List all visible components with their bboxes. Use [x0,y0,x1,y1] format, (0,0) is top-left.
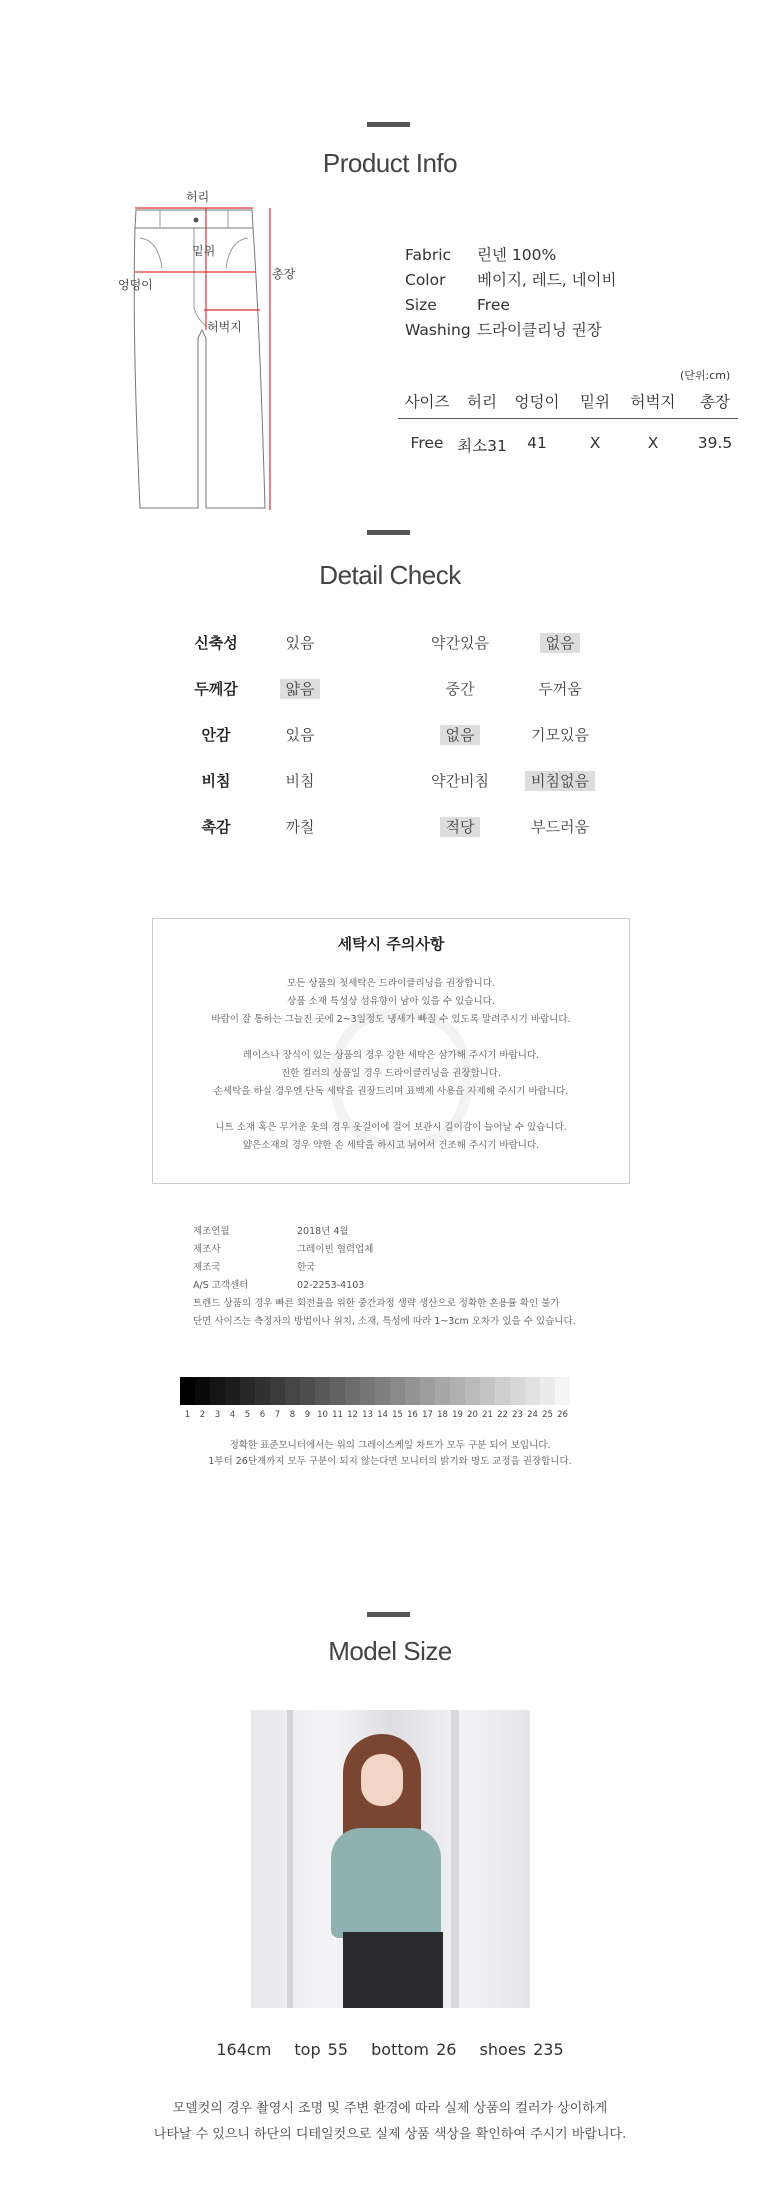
grayscale-swatch [435,1377,450,1405]
grayscale-number: 12 [347,1410,358,1420]
grayscale-number: 23 [512,1410,523,1420]
grayscale-swatch [465,1377,480,1405]
detail-check-option: 약간비침 [431,772,489,790]
section-divider [367,1612,410,1617]
detail-check-option: 없음 [400,724,520,745]
washing-title: 세탁시 주의사항 [337,935,445,953]
detail-check-option: 중간 [445,680,475,698]
diagram-label-waist: 허리 [186,190,210,204]
grayscale-swatch [525,1377,540,1405]
grayscale-swatch [375,1377,390,1405]
washing-line: 레이스나 장식이 있는 상품의 경우 강한 세탁은 삼가해 주시기 바랍니다. [242,1050,540,1061]
grayscale-swatch [195,1377,210,1405]
model-bottom: bottom 26 [371,2040,457,2059]
diagram-label-rise: 밑위 [192,244,216,258]
info-cs: A/S 고객센터 02-2253-4103 [193,1280,365,1291]
grayscale-swatch [240,1377,255,1405]
grayscale-number: 1 [184,1410,191,1420]
grayscale-note-1: 정확한 표준모니터에서는 위의 그레이스케일 차트가 모두 구분 되어 보입니다. [229,1440,551,1451]
washing-line: 얇은소재의 경우 약한 손 세탁을 하시고 뉘어서 건조해 주시기 바랍니다. [242,1140,540,1151]
info-note-1: 트렌드 상품의 경우 빠른 회전율을 위한 중간과정 생략 생산으로 정확한 혼용률 확인 불가 [193,1298,560,1309]
detail-check-option: 기모있음 [531,726,589,744]
info-note-2: 단면 사이즈는 측정자의 방법이나 위치, 소재, 특성에 따라 1~3cm 오차가 있을 수 있습니다. [193,1316,576,1327]
pants-diagram [110,180,330,520]
model-size-title: Model Size [328,1636,452,1666]
detail-check-label: 두께감 [194,680,238,698]
grayscale-swatch [555,1377,570,1405]
grayscale-number: 24 [527,1410,538,1420]
spec-color: Color 베이지, 레드, 네이비 [405,271,617,289]
washing-line: 니트 소재 혹은 무거운 옷의 경우 옷걸이에 걸어 보관시 길이감이 늘어날 수 있습니다. [215,1122,567,1133]
detail-check-option: 까칠 [285,818,315,836]
model-stats [0,2040,780,2059]
detail-check-option: 적당 [400,816,520,837]
grayscale-number: 3 [214,1410,221,1420]
detail-check-option: 약간있음 [431,634,489,652]
grayscale-number: 21 [482,1410,493,1420]
grayscale-number: 9 [304,1410,311,1420]
grayscale-swatch [225,1377,240,1405]
diagram-label-thigh: 허벅지 [207,320,242,334]
model-shoes: shoes 235 [479,2040,564,2059]
grayscale-swatch [480,1377,495,1405]
grayscale-swatch [315,1377,330,1405]
grayscale-swatch [390,1377,405,1405]
detail-check-option: 있음 [285,634,315,652]
grayscale-number: 19 [452,1410,463,1420]
grayscale-number: 18 [437,1410,448,1420]
grayscale-number: 26 [557,1410,568,1420]
section-divider [367,122,410,127]
size-table-divider [398,418,738,419]
grayscale-swatch [540,1377,555,1405]
grayscale-number: 17 [422,1410,433,1420]
detail-check-option: 부드러움 [531,818,589,836]
grayscale-swatch [510,1377,525,1405]
detail-check-title: Detail Check [319,560,461,590]
grayscale-number: 25 [542,1410,553,1420]
info-maker: 제조사 그레이빈 협력업체 [193,1244,374,1255]
grayscale-swatch [345,1377,360,1405]
washing-line: 모든 상품의 첫세탁은 드라이클리닝을 권장합니다. [287,978,495,989]
grayscale-swatch [255,1377,270,1405]
washing-line: 바람이 잘 통하는 그늘진 곳에 2~3일정도 냉새가 빠질 수 있도록 말려주시기 바랍니다. [211,1014,571,1025]
washing-line: 진한 컬러의 상품일 경우 드라이클리닝을 권장합니다. [280,1068,501,1079]
grayscale-number: 14 [377,1410,388,1420]
detail-check-label: 촉감 [201,818,231,836]
grayscale-swatch [360,1377,375,1405]
info-country: 제조국 한국 [193,1262,316,1273]
grayscale-number: 2 [199,1410,206,1420]
detail-check-label: 비침 [201,772,231,790]
spec-washing: Washing 드라이클리닝 권장 [405,321,602,339]
detail-check-label: 신축성 [194,634,238,652]
grayscale-swatch [330,1377,345,1405]
grayscale-note-2: 1부터 26단계까지 모두 구분이 되지 않는다면 모니터의 밝기와 명도 교정을 권장합니다. [208,1456,572,1467]
grayscale-number: 7 [274,1410,281,1420]
grayscale-swatch [270,1377,285,1405]
detail-check-option: 얇음 [240,678,360,699]
grayscale-swatch [450,1377,465,1405]
detail-check-option: 비침없음 [500,770,620,791]
grayscale-number: 13 [362,1410,373,1420]
grayscale-number: 6 [259,1410,266,1420]
model-note-1: 모델컷의 경우 촬영시 조명 및 주변 환경에 따라 실제 상품의 컬러가 상이하게 [172,2101,608,2116]
spec-fabric: Fabric 린넨 100% [405,246,557,264]
detail-check-option: 두꺼움 [538,680,582,698]
model-note-2: 나타날 수 있으니 하단의 디테일컷으로 실제 상품 색상을 확인하여 주시기 바랍니다. [153,2127,627,2142]
section-divider [367,530,410,535]
washing-line: 상품 소재 특성상 섬유향이 남아 있을 수 있습니다. [287,996,495,1007]
diagram-label-length: 총장 [272,267,296,281]
model-height: 164cm [216,2040,272,2059]
grayscale-swatch [300,1377,315,1405]
grayscale-swatch [420,1377,435,1405]
size-unit: (단위:cm) [680,369,731,382]
grayscale-number: 8 [289,1410,296,1420]
washing-notice-box [152,918,630,1184]
grayscale-swatch [210,1377,225,1405]
model-photo [251,1710,530,2008]
grayscale-swatch [285,1377,300,1405]
diagram-label-hip: 엉덩이 [118,278,153,292]
info-date: 제조연월 2018년 4월 [193,1226,349,1237]
grayscale-number: 15 [392,1410,403,1420]
grayscale-number: 20 [467,1410,478,1420]
grayscale-number: 10 [317,1410,328,1420]
grayscale-swatch [180,1377,195,1405]
grayscale-number: 4 [229,1410,236,1420]
grayscale-swatch [495,1377,510,1405]
grayscale-number: 16 [407,1410,418,1420]
detail-check-option: 비침 [285,772,315,790]
detail-check-option: 있음 [285,726,315,744]
grayscale-number: 22 [497,1410,508,1420]
detail-check-option: 없음 [500,632,620,653]
product-info-title: Product Info [322,148,458,178]
washing-line: 손세탁을 하실 경우엔 단독 세탁을 권장드리며 표백제 사용을 자제해 주시기 바랍니다. [213,1086,569,1097]
grayscale-number: 11 [332,1410,343,1420]
grayscale-number: 5 [244,1410,251,1420]
model-top: top 55 [294,2040,349,2059]
spec-size: Size Free [405,296,510,314]
detail-check-label: 안감 [201,726,231,744]
grayscale-swatch [405,1377,420,1405]
